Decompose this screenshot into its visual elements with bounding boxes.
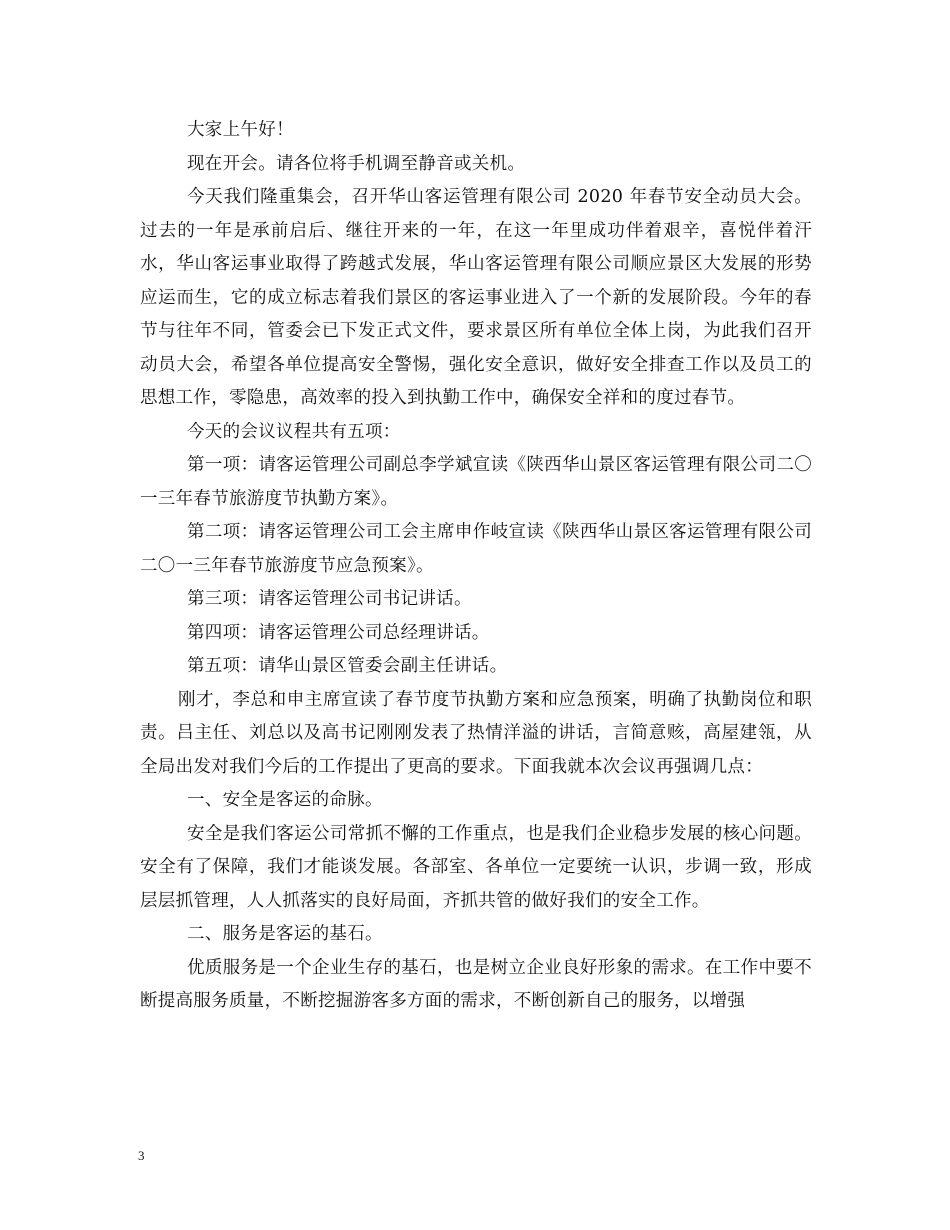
- opening-paragraph: 现在开会。请各位将手机调至静音或关机。: [187, 153, 526, 174]
- agenda-item-3: 第三项：请客运管理公司书记讲话。: [187, 589, 472, 609]
- agenda-item-5: 第五项：请华山景区管委会副主任讲话。: [187, 656, 508, 676]
- page-number: 3: [138, 1148, 145, 1163]
- safety-paragraph: 安全是我们客运公司常抓不懈的工作重点，也是我们企业稳步发展的核心问题。安全有了保障，我们才能谈发展。各部室、各单位一定要统一认识，步调一致，形成层层抓管理，人人抓落实的良好局面，齐抓共管的做好我们的安全工作。: [140, 823, 812, 911]
- service-paragraph: 优质服务是一个企业生存的基石，也是树立企业良好形象的需求。在工作中要不断提高服务质量，不断挖掘游客多方面的需求，不断创新自己的服务，以增强: [140, 957, 812, 1011]
- agenda-heading: 今天的会议议程共有五项：: [187, 421, 401, 442]
- section-heading-service: 二、服务是客运的基石。: [187, 924, 383, 944]
- document-body: [140, 114, 812, 1019]
- section-heading-safety: 一、安全是客运的命脉。: [187, 790, 383, 810]
- greeting-paragraph: 大家上午好！: [187, 120, 294, 140]
- summary-paragraph: 刚才，李总和申主席宣读了春节度节执勤方案和应急预案，明确了执勤岗位和职责。吕主任、刘总以及高书记刚刚发表了热情洋溢的讲话，言简意赅，高屋建瓴，从全局出发对我们今后的工作提出了更高的要求。下面我就本次会议再强调几点：: [140, 689, 812, 777]
- agenda-item-4: 第四项：请客运管理公司总经理讲话。: [187, 622, 490, 643]
- introduction-paragraph: 今天我们隆重集会，召开华山客运管理有限公司 2020 年春节安全动员大会。过去的一年是承前启后、继往开来的一年，在这一年里成功伴着艰辛，喜悦伴着汗水，华山客运事业取得了跨越式发展，华山客运管理有限公司顺应景区大发展的形势应运而生，它的成立标志着我们景区的客运事业进入了一个新的发展阶段。今年的春节与往年不同，管委会已下发正式文件，要求景区所有单位全体上岗，为此我们召开动员大会，希望各单位提高安全警惕，强化安全意识，做好安全排查工作以及员工的思想工作，零隐患，高效率的投入到执勤工作中，确保安全祥和的度过春节。: [140, 187, 812, 408]
- agenda-item-1: 第一项：请客运管理公司副总李学斌宣读《陕西华山景区客运管理有限公司二〇一三年春节旅游度节执勤方案》。: [140, 455, 812, 509]
- agenda-item-2: 第二项：请客运管理公司工会主席申作岐宣读《陕西华山景区客运管理有限公司二〇一三年春节旅游度节应急预案》。: [140, 522, 812, 576]
